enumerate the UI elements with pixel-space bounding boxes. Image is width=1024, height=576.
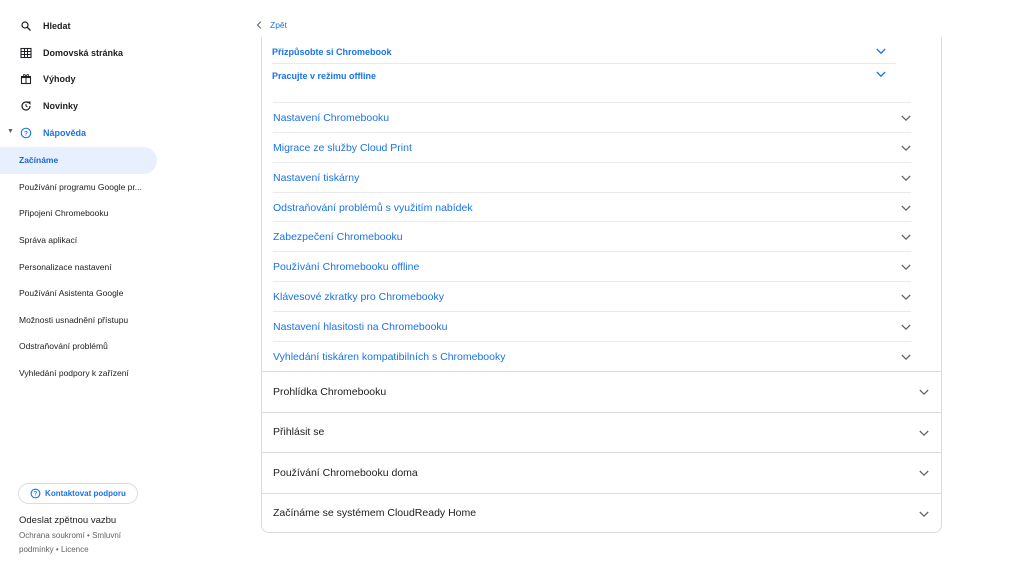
sidebar-item-getting-started[interactable]: Začínáme: [0, 147, 157, 174]
chevron-down-icon: [901, 143, 911, 155]
subsection-label: Pracujte v režimu offline: [272, 70, 377, 81]
topic-item[interactable]: [273, 251, 911, 281]
refresh-icon: [19, 100, 32, 113]
chevron-down-icon: [901, 352, 911, 364]
nav-item-home[interactable]: [0, 40, 162, 67]
section-label: Používání Chromebooku doma: [273, 466, 418, 479]
topic-label: Používání Chromebooku offline: [273, 260, 420, 273]
chevron-down-icon: [901, 113, 911, 125]
topic-item[interactable]: [273, 311, 911, 341]
legal-links: [19, 529, 149, 557]
chevron-down-icon: [901, 322, 911, 334]
section-home-use[interactable]: [262, 452, 941, 493]
chevron-down-icon: [919, 428, 929, 440]
contact-support-button[interactable]: [18, 483, 138, 504]
topic-label: Odstraňování problémů s využitím nabídek: [273, 201, 473, 214]
svg-text:?: ?: [33, 491, 38, 498]
chevron-down-icon: [901, 203, 911, 215]
topic-label: Nastavení tiskárny: [273, 171, 360, 184]
sidebar-item-accessibility[interactable]: Možnosti usnadnění přístupu: [19, 314, 129, 325]
sidebar: [0, 0, 162, 576]
topic-label: Nastavení hlasitosti na Chromebooku: [273, 320, 448, 333]
section-label: Začínáme se systémem CloudReady Home: [273, 507, 477, 520]
chevron-down-icon: [919, 387, 929, 399]
topic-label: Nastavení Chromebooku: [273, 111, 390, 124]
send-feedback-link[interactable]: Odeslat zpětnou vazbu: [19, 515, 117, 526]
section-sign-in[interactable]: [262, 412, 941, 453]
section-label: Prohlídka Chromebooku: [273, 385, 387, 398]
svg-text:?: ?: [23, 129, 28, 137]
search-icon: [19, 20, 32, 33]
sidebar-nav: [0, 13, 162, 146]
sidebar-item-apps[interactable]: Správa aplikací: [19, 235, 78, 246]
section-tour[interactable]: [262, 371, 941, 412]
topic-label: Migrace ze služby Cloud Print: [273, 141, 412, 154]
license-link[interactable]: Licence: [60, 545, 89, 554]
nav-item-label: Domovská stránka: [43, 47, 124, 58]
topic-item[interactable]: [273, 102, 911, 132]
nav-item-label: Nápověda: [43, 127, 87, 138]
legal-separator: •: [55, 545, 59, 554]
chevron-down-icon: [876, 47, 886, 57]
sidebar-item-personalize[interactable]: Personalizace nastavení: [19, 261, 112, 272]
privacy-link[interactable]: Ochrana soukromí: [19, 531, 85, 540]
help-topics-list: [0, 147, 162, 386]
nav-item-benefits[interactable]: [0, 66, 162, 93]
sidebar-item-using-program[interactable]: Používání programu Google pr...: [19, 181, 142, 192]
chevron-down-icon: [876, 70, 886, 80]
topic-item[interactable]: [273, 221, 911, 251]
contact-support-label: Kontaktovat podporu: [45, 489, 126, 498]
chevron-down-icon: [901, 173, 911, 185]
help-icon: [19, 126, 32, 139]
nav-item-news[interactable]: [0, 93, 162, 120]
sidebar-item-device-support[interactable]: Vyhledání podpory k zařízení: [19, 368, 129, 379]
sidebar-item-connect[interactable]: Připojení Chromebooku: [19, 208, 109, 219]
expand-caret-icon[interactable]: ▼: [7, 128, 14, 136]
topic-item[interactable]: [273, 341, 911, 371]
topic-label: Klávesové zkratky pro Chromebooky: [273, 290, 444, 303]
help-icon: [30, 488, 41, 499]
topic-label: Vyhledání tiskáren kompatibilních s Chromebooky: [273, 350, 506, 363]
back-link[interactable]: [256, 20, 287, 30]
nav-item-search[interactable]: [0, 13, 162, 40]
subsection-label: Přizpůsobte si Chromebook: [272, 47, 392, 57]
topic-item[interactable]: [273, 132, 911, 162]
subsection-customize[interactable]: [272, 41, 896, 64]
chevron-left-icon: [256, 21, 263, 29]
nav-item-label: Novinky: [43, 101, 79, 112]
sidebar-item-assistant[interactable]: Používání Asistenta Google: [19, 288, 124, 299]
subsection-offline[interactable]: [272, 64, 896, 87]
legal-separator: •: [87, 531, 90, 540]
topic-label: Zabezpečení Chromebooku: [273, 230, 403, 243]
section-cloudready[interactable]: [262, 493, 941, 534]
terms-link[interactable]: Smluvní podmínky: [19, 531, 121, 554]
sidebar-item-troubleshoot[interactable]: Odstraňování problémů: [19, 341, 108, 352]
help-content-card: [261, 37, 942, 533]
topic-item[interactable]: [273, 192, 911, 222]
gift-icon: [19, 73, 32, 86]
chevron-down-icon: [901, 262, 911, 274]
chevron-down-icon: [901, 232, 911, 244]
nav-item-label: Hledat: [43, 21, 71, 32]
back-label: Zpět: [270, 20, 288, 30]
section-label: Přihlásit se: [273, 426, 325, 439]
chevron-down-icon: [919, 509, 929, 521]
topic-item[interactable]: [273, 162, 911, 192]
chevron-down-icon: [919, 468, 929, 480]
nav-item-label: Výhody: [43, 74, 76, 85]
chevron-down-icon: [901, 292, 911, 304]
topic-item[interactable]: [273, 281, 911, 311]
home-grid-icon: [19, 46, 32, 59]
nav-item-help[interactable]: [0, 119, 162, 146]
